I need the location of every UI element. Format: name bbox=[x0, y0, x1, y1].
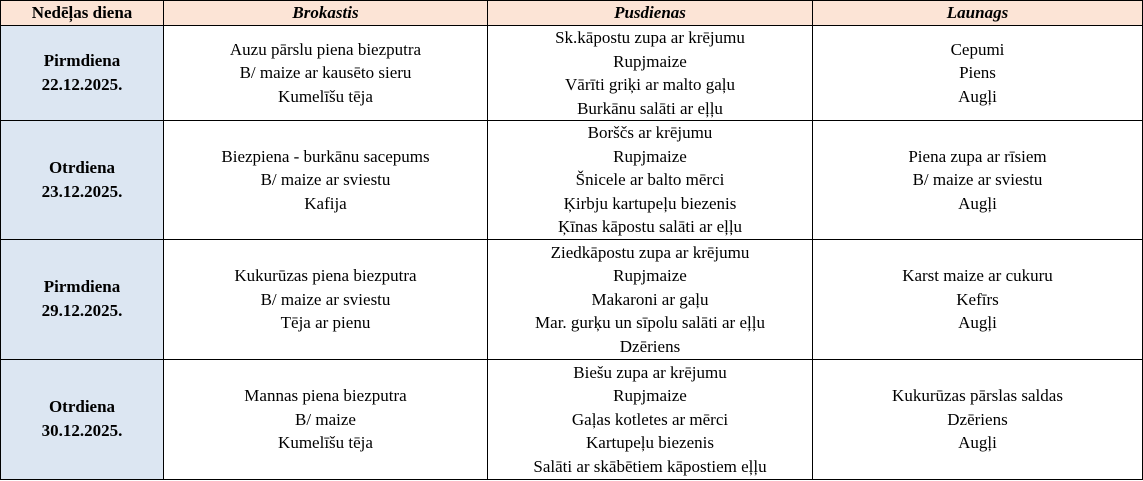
menu-item: Augļi bbox=[958, 313, 997, 333]
menu-item: Biešu zupa ar krējumu bbox=[573, 362, 727, 382]
snack-cell bbox=[813, 239, 1143, 359]
snack-cell bbox=[813, 121, 1143, 240]
table-row bbox=[1, 26, 1143, 121]
menu-item: Salāti ar skābētiem kāpostiem eļļu bbox=[533, 456, 767, 476]
menu-item: Piena zupa ar rīsiem bbox=[908, 146, 1047, 166]
menu-item: Mar. gurķu un sīpolu salāti ar eļļu bbox=[535, 313, 765, 333]
menu-item: Burkānu salāti ar eļļu bbox=[577, 98, 723, 118]
menu-item: Mannas piena biezputra bbox=[244, 386, 407, 406]
header-lunch: Pusdienas bbox=[488, 1, 813, 26]
menu-item: Kafija bbox=[304, 193, 347, 213]
menu-item: Sk.kāpostu zupa ar krējumu bbox=[555, 28, 745, 48]
table-row bbox=[1, 121, 1143, 240]
breakfast-cell bbox=[164, 26, 488, 121]
menu-item: Šnicele ar balto mērci bbox=[575, 170, 725, 190]
menu-item: Kumelīšu tēja bbox=[278, 433, 373, 453]
menu-item: Borščs ar krējumu bbox=[587, 123, 713, 143]
menu-item: Kukurūzas pārslas saldas bbox=[892, 386, 1063, 406]
menu-item: Dzēriens bbox=[619, 336, 681, 356]
breakfast-cell bbox=[164, 359, 488, 479]
header-breakfast: Brokastis bbox=[164, 1, 488, 26]
menu-item: B/ maize ar sviestu bbox=[260, 289, 391, 309]
menu-item: B/ maize ar kausēto sieru bbox=[239, 63, 412, 83]
breakfast-cell bbox=[164, 121, 488, 240]
menu-item: Biezpiena - burkānu sacepums bbox=[221, 146, 430, 166]
menu-item: Rupjmaize bbox=[613, 146, 687, 166]
header-row bbox=[1, 1, 1143, 26]
menu-item: B/ maize bbox=[295, 409, 356, 429]
menu-item: Kukurūzas piena biezputra bbox=[234, 266, 417, 286]
menu-item: Kartupeļu biezenis bbox=[586, 433, 714, 453]
menu-item: Karst maize ar cukuru bbox=[902, 266, 1053, 286]
menu-item: Rupjmaize bbox=[613, 386, 687, 406]
day-name: Pirmdiena bbox=[43, 277, 121, 297]
day-cell bbox=[1, 239, 164, 359]
lunch-cell bbox=[488, 26, 813, 121]
header-day: Nedēļas diena bbox=[1, 1, 164, 26]
menu-item: Kefīrs bbox=[956, 289, 999, 309]
menu-item: Ķīnas kāpostu salāti ar eļļu bbox=[557, 217, 743, 237]
snack-cell bbox=[813, 26, 1143, 121]
menu-item: Makaroni ar gaļu bbox=[591, 289, 709, 309]
day-date: 23.12.2025. bbox=[41, 181, 123, 201]
day-name: Pirmdiena bbox=[43, 51, 121, 71]
day-name: Otrdiena bbox=[48, 157, 116, 177]
menu-item: Dzēriens bbox=[947, 409, 1008, 429]
menu-item: Augļi bbox=[958, 433, 997, 453]
day-cell bbox=[1, 121, 164, 240]
menu-item: Gaļas kotletes ar mērci bbox=[571, 409, 729, 429]
day-name: Otrdiena bbox=[48, 397, 116, 417]
menu-item: B/ maize ar sviestu bbox=[260, 170, 391, 190]
lunch-cell bbox=[488, 239, 813, 359]
menu-item: Rupjmaize bbox=[613, 266, 687, 286]
breakfast-cell bbox=[164, 239, 488, 359]
lunch-cell bbox=[488, 359, 813, 479]
menu-item: Tēja ar pienu bbox=[280, 313, 371, 333]
menu-item: Augļi bbox=[958, 193, 997, 213]
menu-item: Auzu pārslu piena biezputra bbox=[229, 39, 422, 59]
day-date: 29.12.2025. bbox=[41, 301, 123, 321]
menu-item: Cepumi bbox=[950, 39, 1005, 59]
day-date: 22.12.2025. bbox=[41, 75, 123, 95]
menu-item: Vārīti griķi ar malto gaļu bbox=[565, 75, 735, 95]
menu-item: Augļi bbox=[958, 86, 997, 106]
menu-item: Ķirbju kartupeļu biezenis bbox=[563, 193, 737, 213]
day-cell bbox=[1, 26, 164, 121]
table-row bbox=[1, 359, 1143, 479]
menu-item: B/ maize ar sviestu bbox=[912, 170, 1043, 190]
menu-item: Ziedkāpostu zupa ar krējumu bbox=[550, 242, 750, 262]
table-row bbox=[1, 239, 1143, 359]
day-date: 30.12.2025. bbox=[41, 421, 123, 441]
snack-cell bbox=[813, 359, 1143, 479]
day-cell bbox=[1, 359, 164, 479]
header-snack: Launags bbox=[813, 1, 1143, 26]
lunch-cell bbox=[488, 121, 813, 240]
menu-item: Rupjmaize bbox=[613, 51, 687, 71]
menu-item: Piens bbox=[959, 63, 996, 83]
menu-item: Kumelīšu tēja bbox=[278, 86, 373, 106]
